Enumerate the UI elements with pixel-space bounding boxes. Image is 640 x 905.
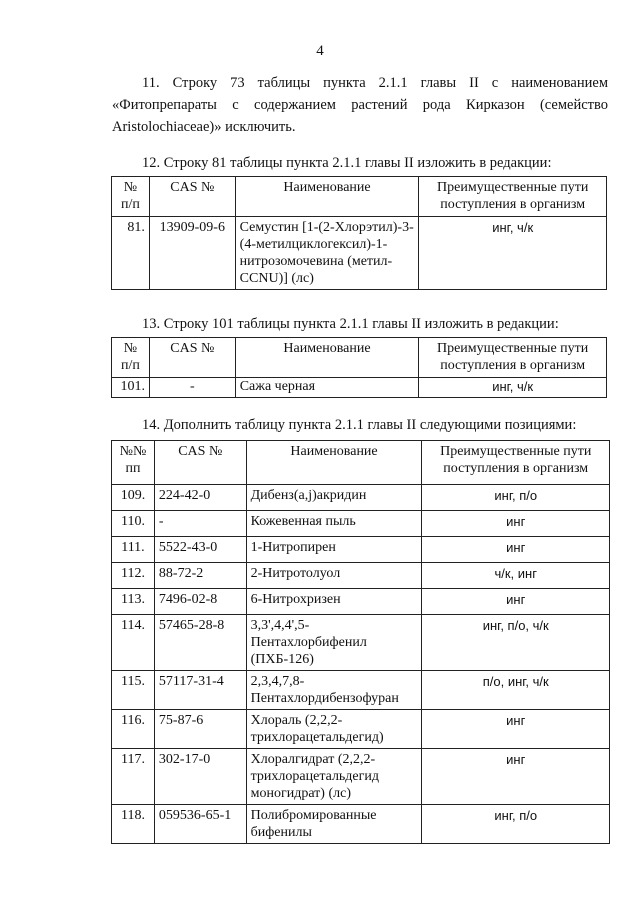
row-cas: 75-87-6	[154, 710, 246, 749]
row-cas: 224-42-0	[154, 485, 246, 511]
row-num: 111.	[112, 537, 155, 563]
table-row	[112, 710, 610, 749]
item11-line2: «Фитопрепараты с содержанием растений рода Кирказон (семейство	[112, 97, 608, 113]
row-route: инг, ч/к	[419, 378, 607, 398]
row-route: инг, п/о	[422, 485, 610, 511]
item11-line1: 11. Строку 73 таблицы пункта 2.1.1 главы II с наименованием	[142, 75, 608, 91]
row-cas: -	[154, 511, 246, 537]
item11-line3: Aristolochiaceae)» исключить.	[112, 119, 296, 135]
row-name: Семустин [1-(2-Хлорэтил)-3-(4-метилциклогексил)-1-нитрозомочевина (метил-CCNU)] (лс)	[235, 217, 419, 290]
table-item12	[111, 176, 607, 290]
table-item13	[111, 337, 607, 398]
table-row	[112, 671, 610, 710]
item14-intro: 14. Дополнить таблицу пункта 2.1.1 главы II следующими позициями:	[142, 417, 577, 433]
table-row	[112, 589, 610, 615]
row-name: Хлоралгидрат (2,2,2-трихлорацетальдегид моногидрат) (лс)	[246, 749, 422, 805]
row-route: инг	[422, 537, 610, 563]
header-cas: CAS №	[149, 338, 235, 378]
row-num: 113.	[112, 589, 155, 615]
header-name: Наименование	[235, 338, 419, 378]
table-row	[112, 537, 610, 563]
row-name: Кожевенная пыль	[246, 511, 422, 537]
row-route: инг, ч/к	[419, 217, 607, 290]
row-route: ч/к, инг	[422, 563, 610, 589]
row-num: 110.	[112, 511, 155, 537]
table-row	[112, 485, 610, 511]
row-name: 2-Нитротолуол	[246, 563, 422, 589]
table-row	[112, 511, 610, 537]
row-num: 81.	[112, 217, 150, 290]
table-row	[112, 217, 607, 290]
row-route: п/о, инг, ч/к	[422, 671, 610, 710]
row-route: инг	[422, 710, 610, 749]
item12-intro: 12. Строку 81 таблицы пункта 2.1.1 главы II изложить в редакции:	[142, 155, 552, 171]
row-num: 117.	[112, 749, 155, 805]
row-cas: 059536-65-1	[154, 805, 246, 844]
header-name: Наименование	[235, 177, 419, 217]
row-route: инг, п/о	[422, 805, 610, 844]
table-item14	[111, 440, 610, 844]
header-num: №№ пп	[112, 441, 155, 485]
row-num: 115.	[112, 671, 155, 710]
row-num: 118.	[112, 805, 155, 844]
table-row	[112, 615, 610, 671]
header-num: № п/п	[112, 338, 150, 378]
row-route: инг	[422, 589, 610, 615]
header-cas: CAS №	[149, 177, 235, 217]
row-cas: 5522-43-0	[154, 537, 246, 563]
page-number: 4	[316, 43, 324, 59]
row-num: 116.	[112, 710, 155, 749]
row-cas: 302-17-0	[154, 749, 246, 805]
table-row	[112, 563, 610, 589]
row-cas: -	[149, 378, 235, 398]
row-name: Сажа черная	[235, 378, 419, 398]
row-name: 3,3',4,4',5-Пентахлорбифенил (ПХБ-126)	[246, 615, 422, 671]
table-item14-body	[112, 485, 610, 844]
row-name: Дибенз(a,j)акридин	[246, 485, 422, 511]
row-num: 101.	[112, 378, 150, 398]
row-name: 2,3,4,7,8-Пентахлордибензофуран	[246, 671, 422, 710]
row-name: Хлораль (2,2,2-трихлорацетальдегид)	[246, 710, 422, 749]
row-cas: 88-72-2	[154, 563, 246, 589]
row-route: инг	[422, 511, 610, 537]
table-row	[112, 749, 610, 805]
row-cas: 7496-02-8	[154, 589, 246, 615]
row-route: инг	[422, 749, 610, 805]
header-name: Наименование	[246, 441, 422, 485]
item13-intro: 13. Строку 101 таблицы пункта 2.1.1 главы II изложить в редакции:	[142, 316, 559, 332]
row-name: Полибромированные бифенилы	[246, 805, 422, 844]
row-num: 114.	[112, 615, 155, 671]
header-num: № п/п	[112, 177, 150, 217]
header-route: Преимущественные пути поступления в организм	[419, 177, 607, 217]
row-cas: 57465-28-8	[154, 615, 246, 671]
row-route: инг, п/о, ч/к	[422, 615, 610, 671]
header-route: Преимущественные пути поступления в организм	[422, 441, 610, 485]
row-name: 6-Нитрохризен	[246, 589, 422, 615]
row-num: 109.	[112, 485, 155, 511]
row-num: 112.	[112, 563, 155, 589]
row-name: 1-Нитропирен	[246, 537, 422, 563]
header-cas: CAS №	[154, 441, 246, 485]
table-row	[112, 805, 610, 844]
row-cas: 57117-31-4	[154, 671, 246, 710]
header-route: Преимущественные пути поступления в организм	[419, 338, 607, 378]
row-cas: 13909-09-6	[149, 217, 235, 290]
table-row	[112, 378, 607, 398]
